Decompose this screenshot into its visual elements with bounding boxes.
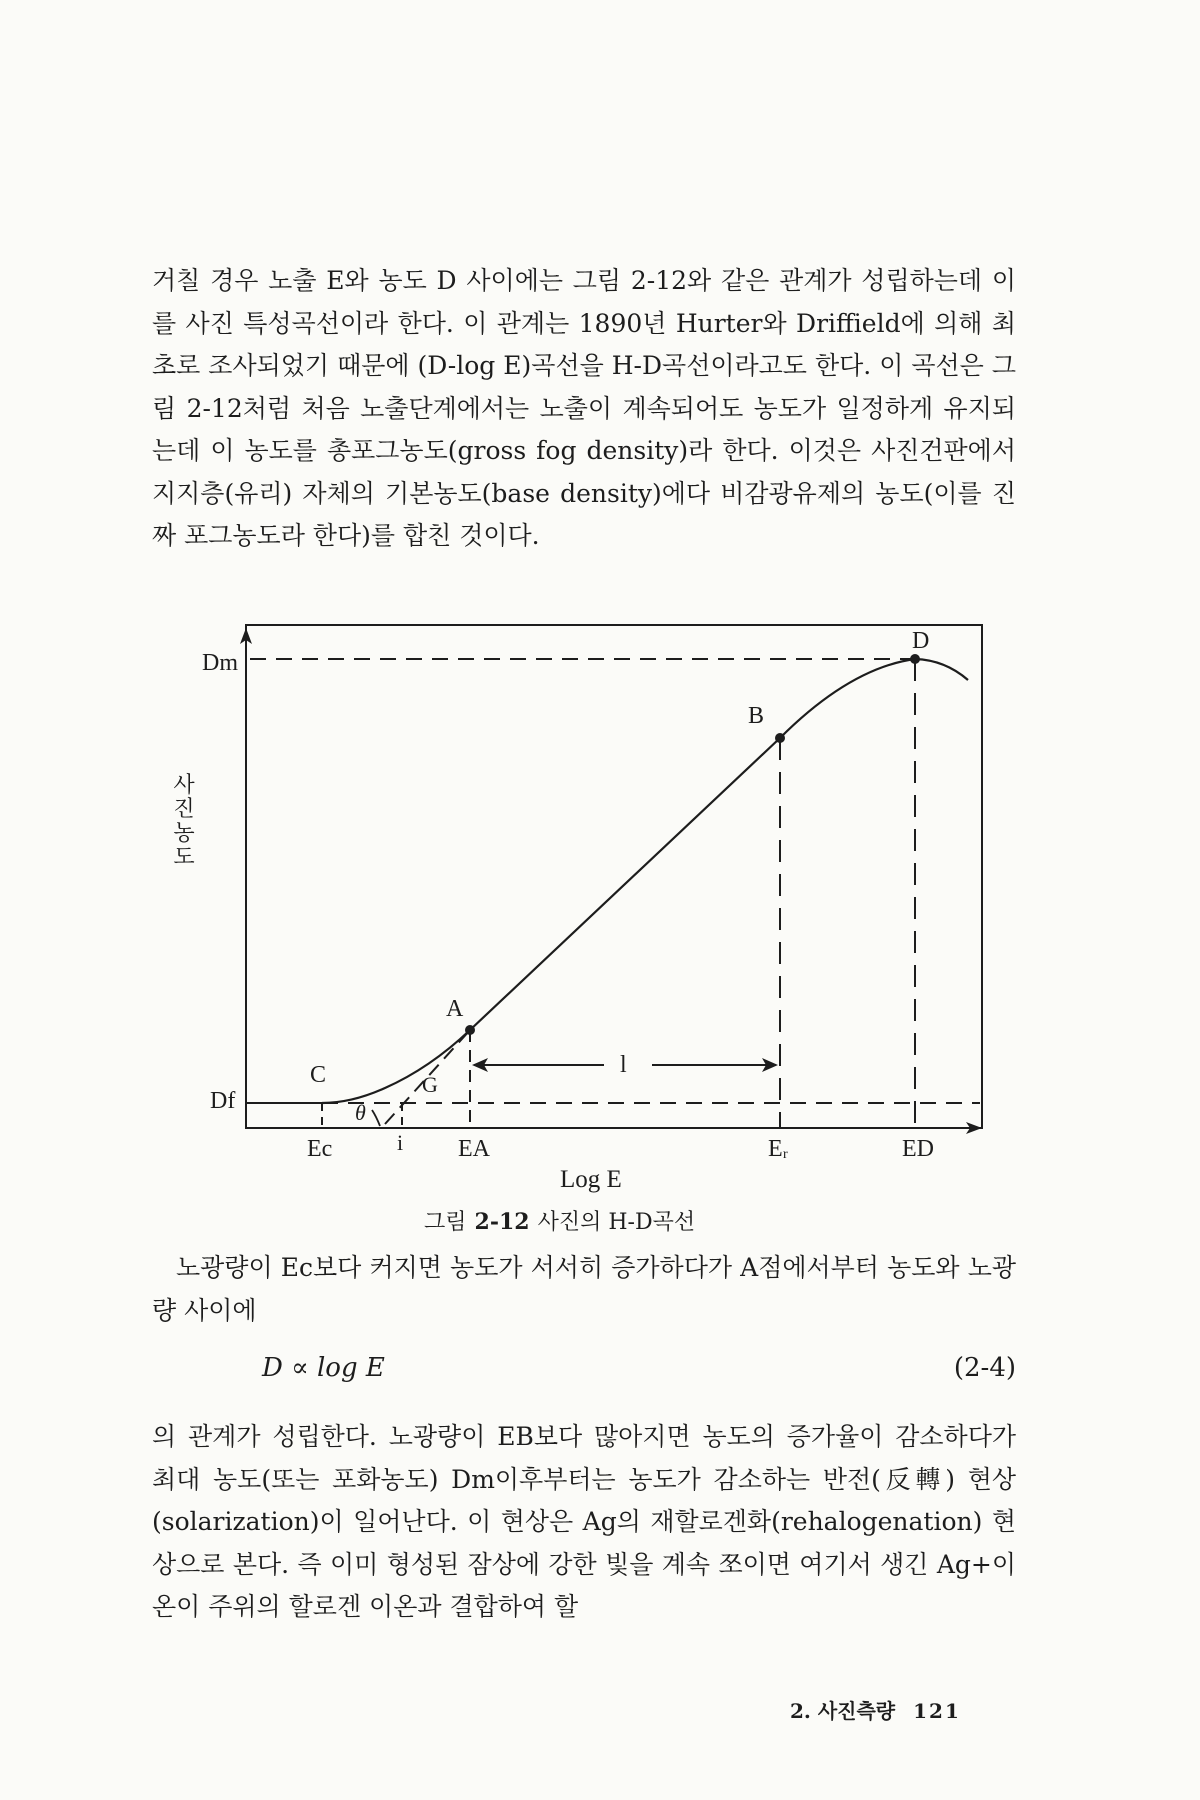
caption-text: 사진의 H-D곡선 xyxy=(537,1210,696,1235)
tick-label-ed: ED xyxy=(902,1136,934,1162)
tick-label-df: Df xyxy=(210,1088,236,1114)
theta-arc xyxy=(372,1110,380,1126)
tick-label-ec: Ec xyxy=(307,1136,333,1162)
tick-label-i: i xyxy=(397,1130,404,1155)
hd-curve xyxy=(322,659,968,1103)
point-d-marker xyxy=(910,654,920,664)
page-number: 121 xyxy=(913,1699,961,1723)
theta-label: θ xyxy=(355,1100,366,1125)
caption-prefix: 그림 xyxy=(424,1210,467,1235)
equation: D ∝ log E xyxy=(262,1353,385,1383)
point-label-a: A xyxy=(446,996,464,1022)
page-footer xyxy=(790,1695,961,1724)
equation-number: (2-4) xyxy=(953,1353,1016,1383)
point-label-g: G xyxy=(422,1072,438,1097)
plot-frame xyxy=(246,625,982,1128)
point-label-b: B xyxy=(748,703,765,729)
paragraph-solarization: 의 관계가 성립한다. 노광량이 EB보다 많아지면 농도의 증가율이 감소하다가 최대 농도(또는 포화농도) Dm이후부터는 농도가 감소하는 반전(反轉) 현상(solarization)이 일어난다. 이 현상은 Ag의 재할로겐화(rehalogenation) 현상으로 본다. 즉 이미 형성된 잠상에 강한 빛을 계속 쪼이면 여기서 생긴 Ag+이온이 주위의 할로겐 이온과 결합하여 할 xyxy=(152,1422,1016,1621)
tick-label-dm: Dm xyxy=(202,650,238,676)
tick-label-ea: EA xyxy=(458,1136,490,1162)
footer-section: 2. 사진측량 xyxy=(790,1699,896,1723)
figure-caption xyxy=(424,1205,695,1236)
paragraph-intro: 거칠 경우 노출 E와 농도 D 사이에는 그림 2-12와 같은 관계가 성립하는데 이를 사진 특성곡선이라 한다. 이 관계는 1890년 Hurter와 Driffield에 의해 최초로 조사되었기 때문에 (D-log E)곡선을 H-D곡선이라고도 한다. 이 곡선은 그림 2-12처럼 처음 노출단계에서는 노출이 계속되어도 농도가 일정하게 유지되는데 이 농도를 총포그농도(gross fog density)라 한다. 이것은 사진건판에서 지지층(유리) 자체의 기본농도(base density)에다 비감광유제의 농도(이를 진짜 포그농도라 한다)를 합친 것이다. xyxy=(152,266,1016,550)
caption-number: 2-12 xyxy=(474,1209,530,1235)
tick-label-eb: Eᵣ xyxy=(768,1136,789,1162)
equation-row xyxy=(262,1348,1016,1388)
point-label-d: D xyxy=(912,628,930,654)
point-label-c: C xyxy=(310,1062,327,1088)
l-label: l xyxy=(620,1052,627,1078)
y-axis-title: 사진농도 xyxy=(173,773,195,870)
point-a-marker xyxy=(465,1025,475,1035)
paragraph-exposure: 노광량이 Ec보다 커지면 농도가 서서히 증가하다가 A점에서부터 농도와 노광량 사이에 xyxy=(152,1253,1016,1325)
point-b-marker xyxy=(775,733,785,743)
x-axis-title: Log E xyxy=(560,1166,622,1193)
